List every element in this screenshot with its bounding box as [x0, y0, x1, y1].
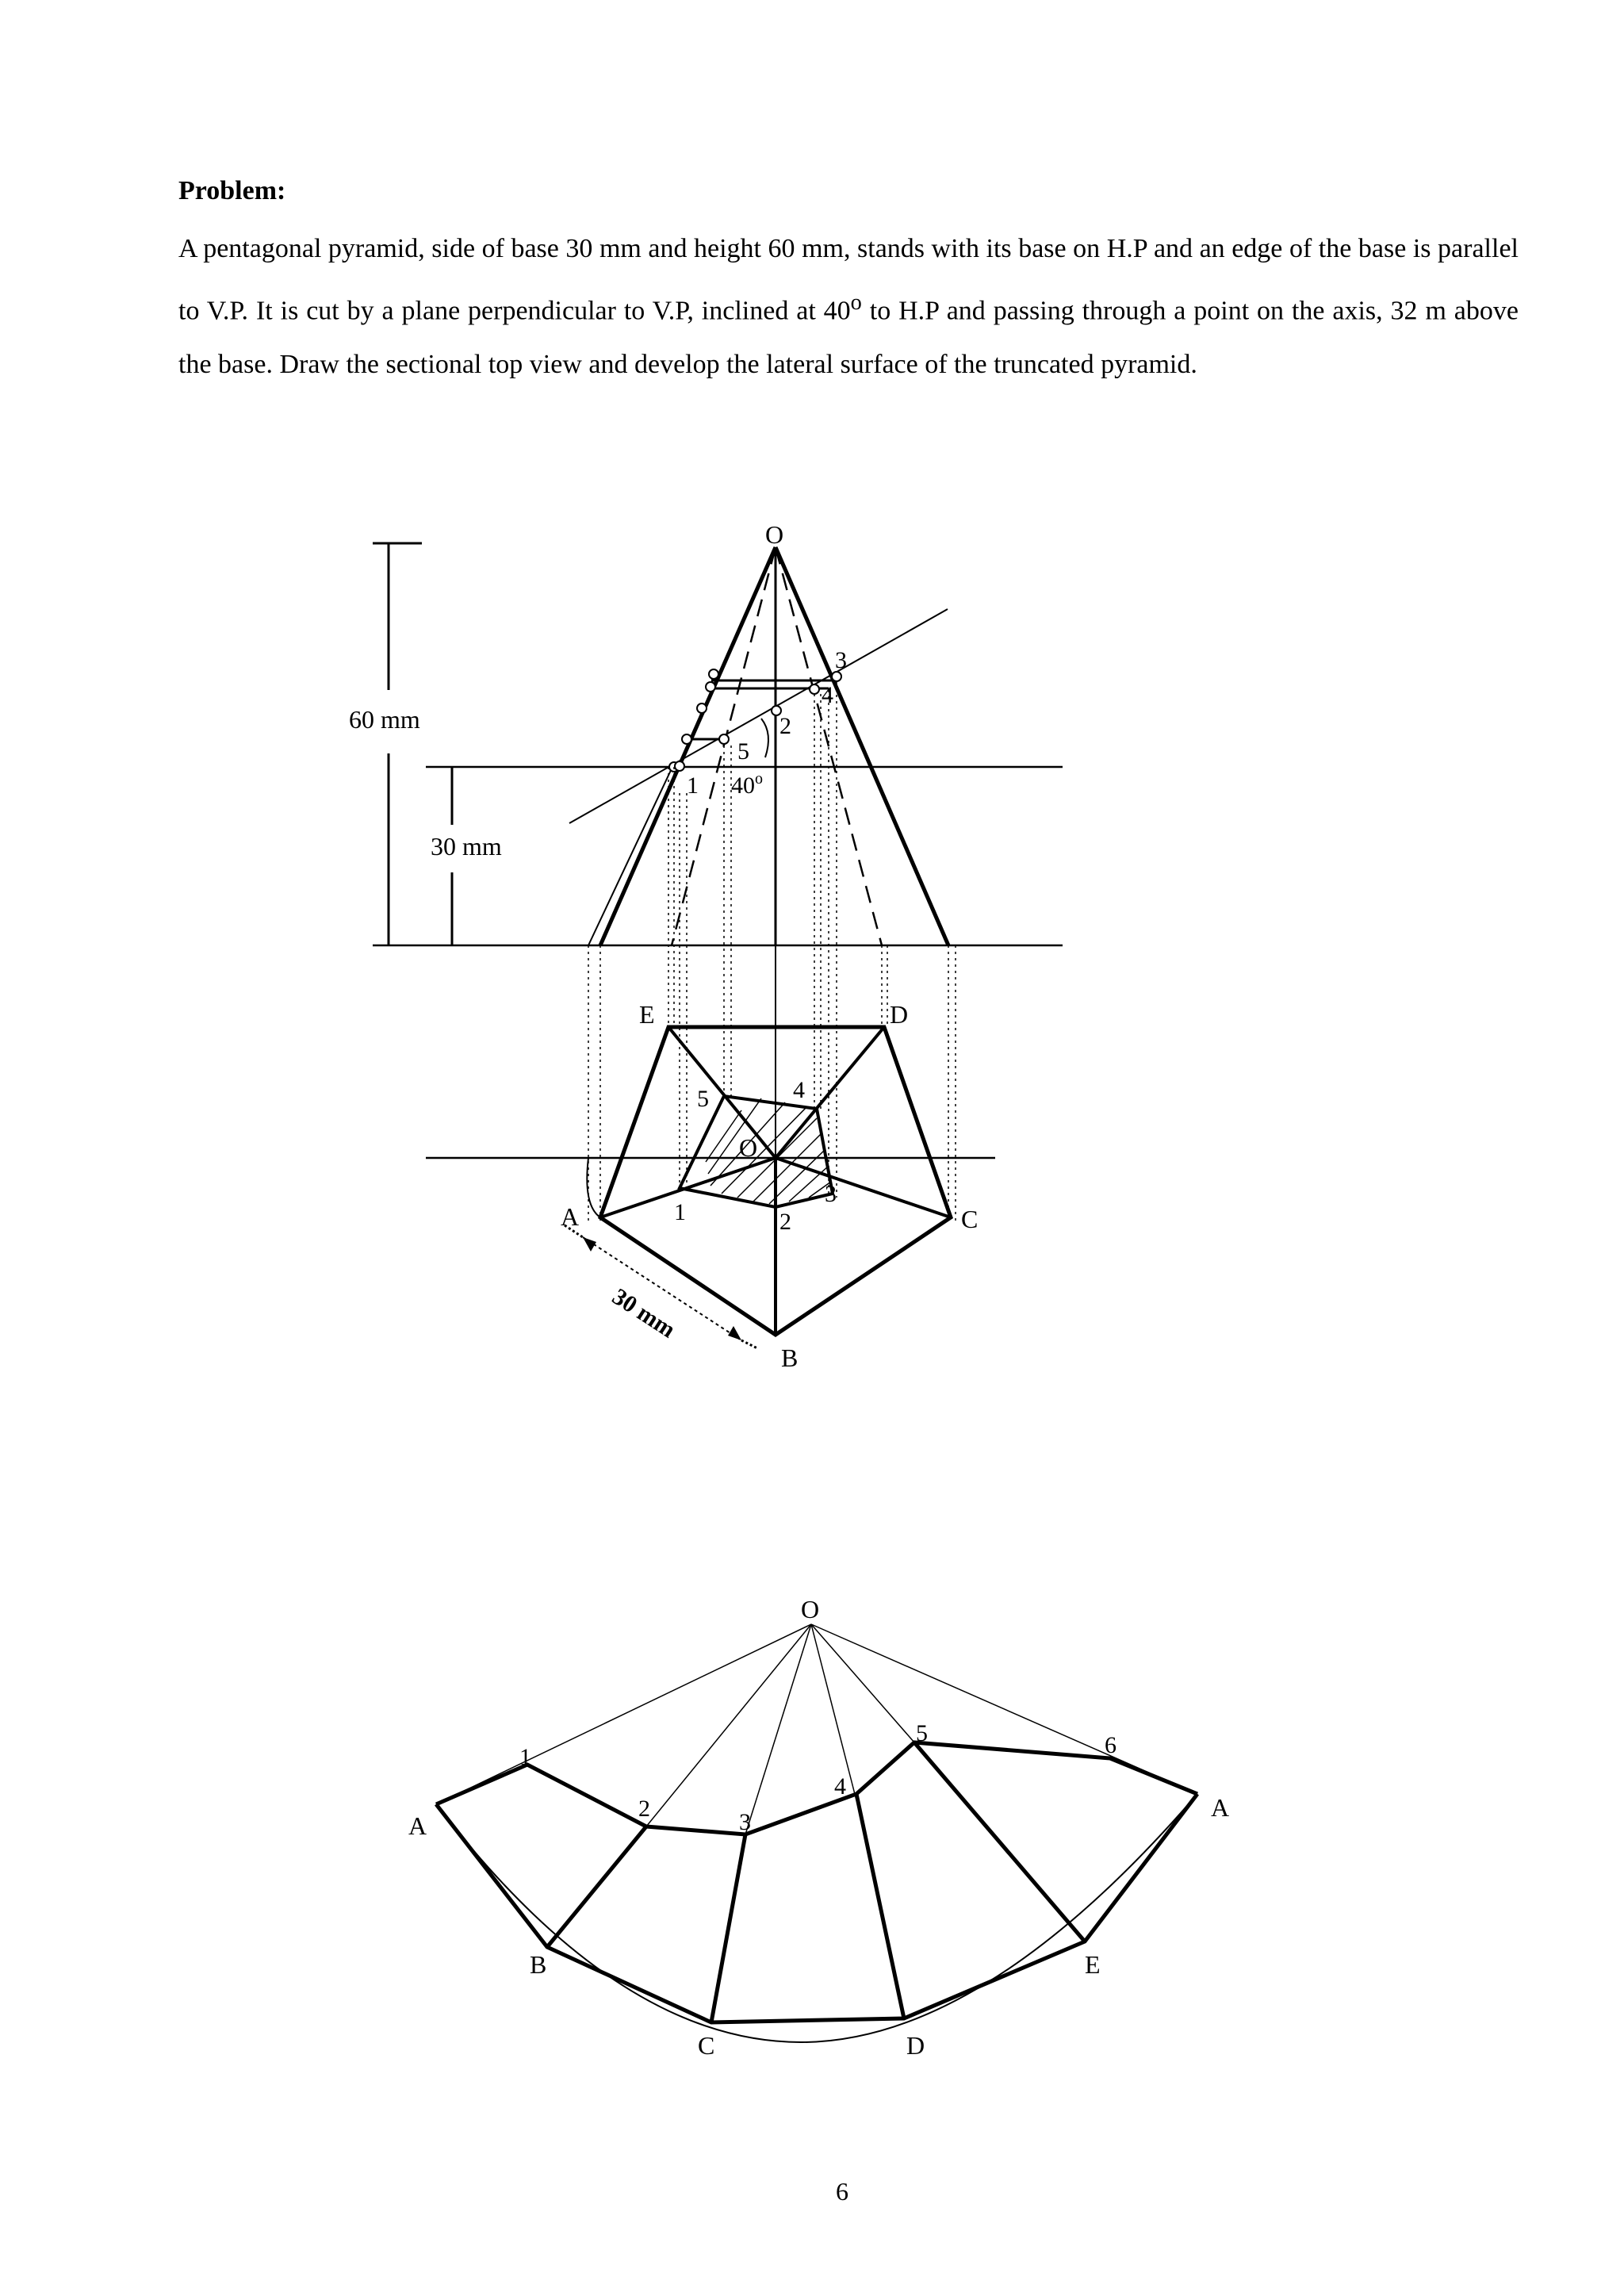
dim-60mm-label: 60 mm	[349, 705, 420, 734]
top-corner-E: E	[639, 1000, 655, 1029]
front-view-labels	[349, 520, 847, 861]
dev-corner-D: D	[906, 2031, 925, 2060]
dev-point-1: 1	[519, 1744, 531, 1770]
dev-point-2: 2	[638, 1796, 650, 1822]
top-point-2: 2	[779, 1209, 791, 1235]
top-point-5: 5	[697, 1086, 709, 1112]
angle-degree: o	[755, 770, 763, 788]
dev-point-3: 3	[739, 1809, 751, 1835]
top-point-3: 3	[825, 1181, 837, 1207]
dev-corner-A-left: A	[408, 1811, 427, 1840]
dev-corner-A-right: A	[1211, 1793, 1230, 1822]
problem-heading: Problem:	[178, 176, 286, 205]
front-view	[373, 543, 1063, 945]
problem-text-part2: to H.P and passing through a point on the axis, 32 m above the base. Draw the sectional top view and develop the lateral surface of the truncated pyramid.	[178, 296, 1519, 380]
dev-apex-O: O	[801, 1595, 820, 1623]
top-point-4: 4	[793, 1077, 805, 1103]
dev-corner-C: C	[698, 2031, 715, 2060]
front-point-3: 3	[835, 647, 847, 673]
projector-lines	[588, 682, 956, 1221]
front-point-2: 2	[779, 713, 791, 739]
front-point-1: 1	[687, 772, 699, 799]
degree-superscript: o	[850, 290, 862, 315]
page-number: 6	[836, 2177, 848, 2206]
top-corner-C: C	[961, 1205, 979, 1233]
top-side-dimension: 30 mm	[607, 1283, 680, 1343]
front-point-4: 4	[822, 682, 833, 708]
top-corner-A: A	[561, 1202, 580, 1231]
dev-corner-B: B	[530, 1950, 547, 1979]
angle-value: 40	[731, 772, 755, 799]
top-corner-B: B	[781, 1343, 799, 1372]
development-labels	[408, 1595, 1229, 2060]
development	[436, 1624, 1197, 2042]
dim-30mm-label: 30 mm	[431, 832, 502, 861]
problem-text-part1: A pentagonal pyramid, side of base 30 mm and height 60 mm, stands with its base on H.P and an edge of the base is parallel to V.P. It is cut by a plane perpendicular to V.P, inclined at 40	[178, 234, 1519, 326]
dev-corner-E: E	[1085, 1950, 1101, 1979]
dev-point-6: 6	[1105, 1732, 1116, 1758]
front-point-5: 5	[737, 738, 749, 765]
top-corner-D: D	[890, 1000, 909, 1029]
dev-point-4: 4	[834, 1773, 846, 1800]
top-view	[426, 945, 995, 1348]
angle-label	[731, 770, 763, 799]
front-apex-label: O	[765, 520, 784, 549]
dev-point-5: 5	[916, 1720, 928, 1746]
top-point-1: 1	[674, 1199, 686, 1225]
top-center-O: O	[739, 1133, 758, 1162]
